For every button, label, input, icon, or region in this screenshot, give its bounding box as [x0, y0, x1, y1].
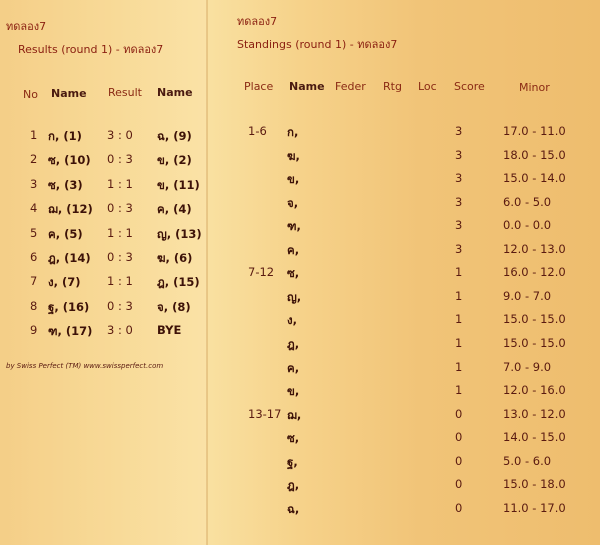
standings-row-minor: 11.0 - 17.0	[503, 500, 566, 515]
results-header-result: Result	[108, 86, 142, 99]
standings-row-minor: 15.0 - 15.0	[503, 335, 566, 350]
standings-row-score: 1	[455, 288, 463, 303]
results-row-white: ง, (7)	[48, 275, 81, 290]
results-header-name: Name	[51, 87, 87, 100]
results-row-score: 0 : 3	[107, 298, 133, 313]
standings-row-name: ฑ,	[287, 219, 301, 234]
standings-row-minor: 13.0 - 12.0	[503, 406, 566, 421]
results-row-white: ฌ, (12)	[48, 202, 93, 217]
standings-row-name: จ,	[287, 195, 299, 210]
results-row-no: 9	[30, 323, 38, 338]
standings-title: ทดลอง7	[237, 15, 278, 28]
standings-row-minor: 0.0 - 0.0	[503, 218, 552, 233]
results-row-white: ฑ, (17)	[48, 324, 93, 339]
standings-header-score: Score	[454, 80, 485, 93]
standings-row-name: ค,	[287, 242, 300, 257]
standings-row-name: ค,	[287, 360, 300, 375]
results-row-no: 3	[30, 176, 38, 191]
standings-row-minor: 14.0 - 15.0	[503, 430, 566, 445]
standings-row-name: ฆ,	[287, 148, 300, 163]
standings-header-loc: Loc	[418, 80, 437, 93]
footer-credit: by Swiss Perfect (TM) www.swissperfect.com	[6, 362, 164, 370]
results-row-no: 2	[30, 152, 38, 167]
results-row-black: ฉ, (9)	[157, 129, 192, 143]
standings-row-score: 3	[455, 147, 463, 162]
standings-row-minor: 16.0 - 12.0	[503, 265, 566, 280]
standings-row-score: 3	[455, 171, 463, 186]
standings-row-name: ข,	[287, 384, 300, 399]
standings-row-score: 1	[455, 359, 463, 374]
results-row-no: 7	[30, 274, 38, 289]
results-row-no: 1	[30, 128, 38, 142]
results-panel	[0, 0, 207, 545]
results-header-no: No	[23, 88, 38, 101]
results-row-score: 1 : 1	[107, 225, 133, 240]
standings-row-score: 0	[455, 430, 463, 445]
results-row-black: จ, (8)	[157, 299, 191, 314]
results-row-black: ข, (11)	[157, 177, 200, 192]
standings-row-name: ฉ,	[287, 501, 300, 516]
standings-row-minor: 9.0 - 7.0	[503, 288, 552, 303]
standings-row-score: 3	[455, 194, 463, 209]
results-row-white: ฎ, (14)	[48, 251, 91, 265]
results-row-score: 3 : 0	[107, 128, 133, 142]
standings-row-score: 0	[455, 453, 463, 468]
standings-row-name: ญ,	[287, 289, 302, 304]
standings-row-minor: 7.0 - 9.0	[503, 359, 552, 374]
results-row-no: 5	[30, 225, 38, 240]
standings-row-score: 0	[455, 500, 463, 515]
panel-divider	[206, 0, 208, 545]
results-row-white: ซ, (10)	[48, 153, 91, 168]
results-row-score: 0 : 3	[107, 201, 133, 216]
results-row-black: ญ, (13)	[157, 226, 202, 241]
standings-row-place: 7-12	[248, 265, 275, 280]
results-row-score: 1 : 1	[107, 274, 133, 289]
results-title: ทดลอง7	[6, 20, 47, 33]
standings-row-score: 0	[455, 406, 463, 421]
standings-row-score: 1	[455, 383, 463, 398]
standings-subtitle: Standings (round 1) - ทดลอง7	[237, 38, 398, 51]
standings-header-minor: Minor	[519, 81, 550, 94]
results-row-black: BYE	[157, 323, 182, 338]
standings-row-score: 1	[455, 312, 463, 327]
standings-row-name: ฎ,	[287, 478, 300, 493]
results-row-black: ฎ, (15)	[157, 275, 200, 290]
standings-row-name: ฐ,	[287, 454, 298, 469]
results-row-white: ค, (5)	[48, 226, 83, 241]
standings-row-score: 3	[455, 124, 463, 138]
standings-header-feder: Feder	[335, 80, 366, 93]
standings-row-minor: 5.0 - 6.0	[503, 453, 552, 468]
standings-row-minor: 15.0 - 15.0	[503, 312, 566, 327]
standings-row-minor: 18.0 - 15.0	[503, 147, 566, 162]
standings-row-minor: 15.0 - 18.0	[503, 477, 566, 492]
standings-row-score: 3	[455, 241, 463, 256]
results-header-name2: Name	[157, 86, 193, 99]
results-row-white: ซ, (3)	[48, 177, 83, 192]
standings-header-place: Place	[244, 80, 274, 93]
results-subtitle: Results (round 1) - ทดลอง7	[18, 43, 164, 56]
results-row-score: 0 : 3	[107, 250, 133, 264]
standings-row-name: ฌ,	[287, 407, 302, 422]
results-row-score: 3 : 0	[107, 323, 133, 338]
standings-row-score: 1	[455, 335, 463, 350]
standings-row-minor: 12.0 - 16.0	[503, 383, 566, 398]
standings-row-score: 0	[455, 477, 463, 492]
results-row-score: 0 : 3	[107, 152, 133, 167]
standings-row-place: 13-17	[248, 406, 282, 421]
results-row-black: ฆ, (6)	[157, 251, 193, 265]
results-row-black: ข, (2)	[157, 153, 192, 168]
standings-header-rtg: Rtg	[383, 80, 402, 93]
standings-row-name: ซ,	[287, 431, 300, 446]
results-row-white: ฐ, (16)	[48, 299, 90, 314]
standings-row-name: ซ,	[287, 266, 300, 281]
results-row-score: 1 : 1	[107, 176, 133, 191]
standings-row-place: 1-6	[248, 124, 267, 138]
standings-row-minor: 6.0 - 5.0	[503, 194, 552, 209]
standings-row-score: 3	[455, 218, 463, 233]
results-row-black: ค, (4)	[157, 202, 192, 217]
results-row-no: 6	[30, 250, 38, 264]
standings-row-name: ก,	[287, 125, 299, 139]
standings-row-minor: 12.0 - 13.0	[503, 241, 566, 256]
standings-row-minor: 15.0 - 14.0	[503, 171, 566, 186]
results-row-no: 8	[30, 298, 38, 313]
results-row-white: ก, (1)	[48, 129, 82, 143]
standings-row-score: 1	[455, 265, 463, 280]
results-row-no: 4	[30, 201, 38, 216]
standings-row-minor: 17.0 - 11.0	[503, 124, 566, 138]
standings-row-name: ง,	[287, 313, 297, 328]
standings-header-name: Name	[289, 80, 325, 93]
standings-row-name: ข,	[287, 172, 300, 187]
standings-row-name: ฎ,	[287, 336, 300, 351]
